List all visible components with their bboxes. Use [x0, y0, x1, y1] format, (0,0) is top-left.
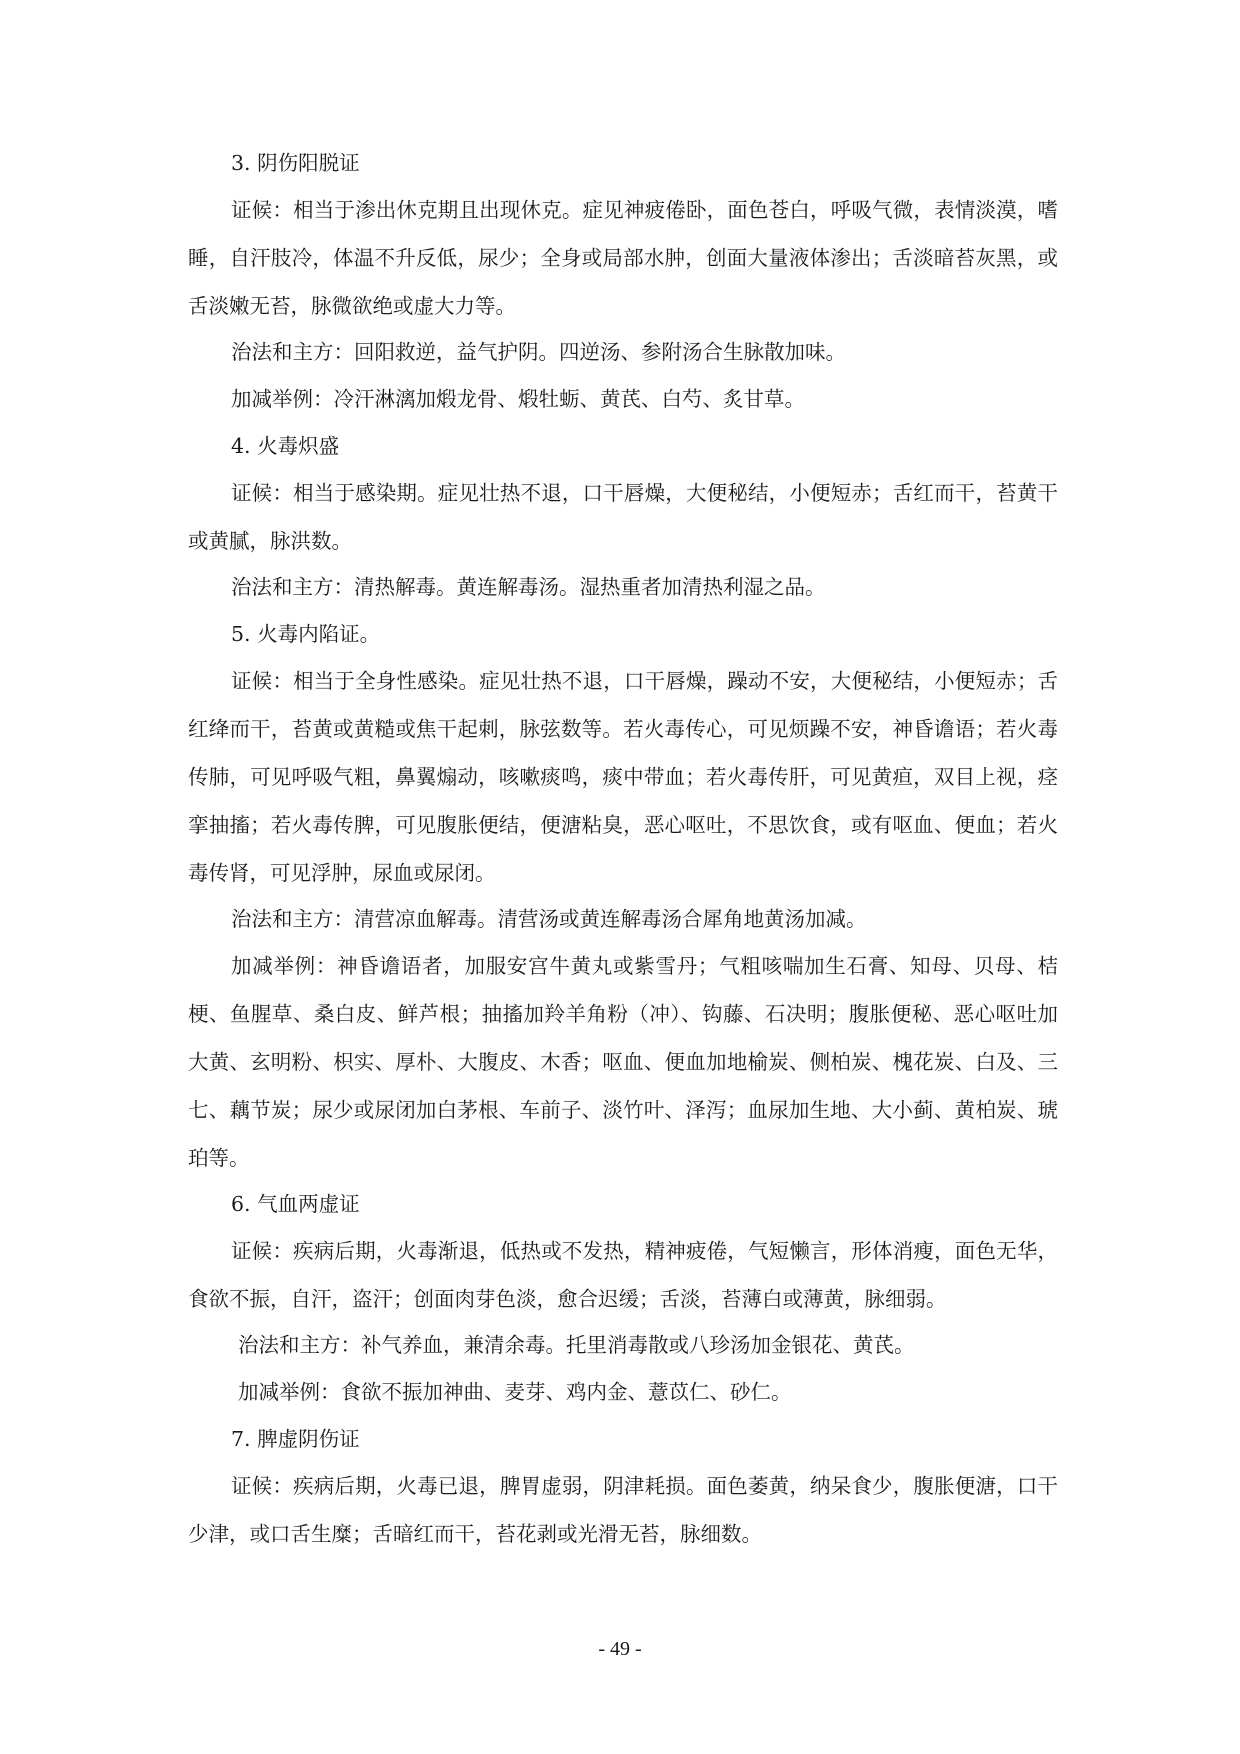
symptoms-paragraph: 证候：相当于渗出休克期且出现休克。症见神疲倦卧，面色苍白，呼吸气微，表情淡漠，嗜睡，自汗肢冷，体温不升反低，尿少；全身或局部水肿，创面大量液体渗出；舌淡暗苔灰黑，或舌淡嫩无苔，脉微欲绝或虚大力等。 — [188, 198, 1058, 318]
modifications-paragraph: 加减举例：神昏谵语者，加服安宫牛黄丸或紫雪丹；气粗咳喘加生石膏、知母、贝母、桔梗、鱼腥草、桑白皮、鲜芦根；抽搐加羚羊角粉（冲）、钩藤、石决明；腹胀便秘、恶心呕吐加大黄、玄明粉、枳实、厚朴、大腹皮、木香；呕血、便血加地榆炭、侧柏炭、槐花炭、白及、三七、藕节炭；尿少或尿闭加白茅根、车前子、淡竹叶、泽泻；血尿加生地、大小蓟、黄柏炭、琥珀等。 — [188, 954, 1058, 1170]
treatment-line: 治法和主方：清热解毒。黄连解毒汤。湿热重者加清热利湿之品。 — [231, 575, 826, 599]
symptoms-paragraph: 证候：疾病后期，火毒已退，脾胃虚弱，阴津耗损。面色萎黄，纳呆食少，腹胀便溏，口干少津，或口舌生糜；舌暗红而干，苔花剥或光滑无苔，脉细数。 — [188, 1474, 1058, 1546]
modifications-line: 加减举例：冷汗淋漓加煅龙骨、煅牡蛎、黄芪、白芍、炙甘草。 — [231, 387, 805, 411]
document-page — [188, 150, 1058, 1567]
section-heading: 6. 气血两虚证 — [231, 1192, 360, 1216]
modifications-line: 加减举例：食欲不振加神曲、麦芽、鸡内金、薏苡仁、砂仁。 — [238, 1380, 792, 1404]
symptoms-paragraph: 证候：相当于感染期。症见壮热不退，口干唇燥，大便秘结，小便短赤；舌红而干，苔黄干或黄腻，脉洪数。 — [188, 481, 1058, 553]
symptoms-paragraph: 证候：疾病后期，火毒渐退，低热或不发热，精神疲倦，气短懒言，形体消瘦，面色无华，食欲不振，自汗，盗汗；创面肉芽色淡，愈合迟缓；舌淡，苔薄白或薄黄，脉细弱。 — [188, 1239, 1058, 1311]
treatment-line: 治法和主方：补气养血，兼清余毒。托里消毒散或八珍汤加金银花、黄芪。 — [238, 1333, 915, 1357]
section-heading: 3. 阴伤阳脱证 — [231, 151, 360, 175]
section-heading: 7. 脾虚阴伤证 — [231, 1427, 360, 1451]
section-heading: 4. 火毒炽盛 — [231, 434, 340, 458]
treatment-line: 治法和主方：回阳救逆，益气护阴。四逆汤、参附汤合生脉散加味。 — [231, 340, 846, 364]
treatment-line: 治法和主方：清营凉血解毒。清营汤或黄连解毒汤合犀角地黄汤加减。 — [231, 907, 867, 931]
section-heading: 5. 火毒内陷证。 — [231, 622, 381, 646]
page-number: - 49 - — [598, 1638, 642, 1660]
symptoms-paragraph: 证候：相当于全身性感染。症见壮热不退，口干唇燥，躁动不安，大便秘结，小便短赤；舌红绛而干，苔黄或黄糙或焦干起刺，脉弦数等。若火毒传心，可见烦躁不安，神昏谵语；若火毒传肺，可见呼吸气粗，鼻翼煽动，咳嗽痰鸣，痰中带血；若火毒传肝，可见黄疸，双目上视，痉挛抽搐；若火毒传脾，可见腹胀便结，便溏粘臭，恶心呕吐，不思饮食，或有呕血、便血；若火毒传肾，可见浮肿，尿血或尿闭。 — [188, 669, 1058, 885]
